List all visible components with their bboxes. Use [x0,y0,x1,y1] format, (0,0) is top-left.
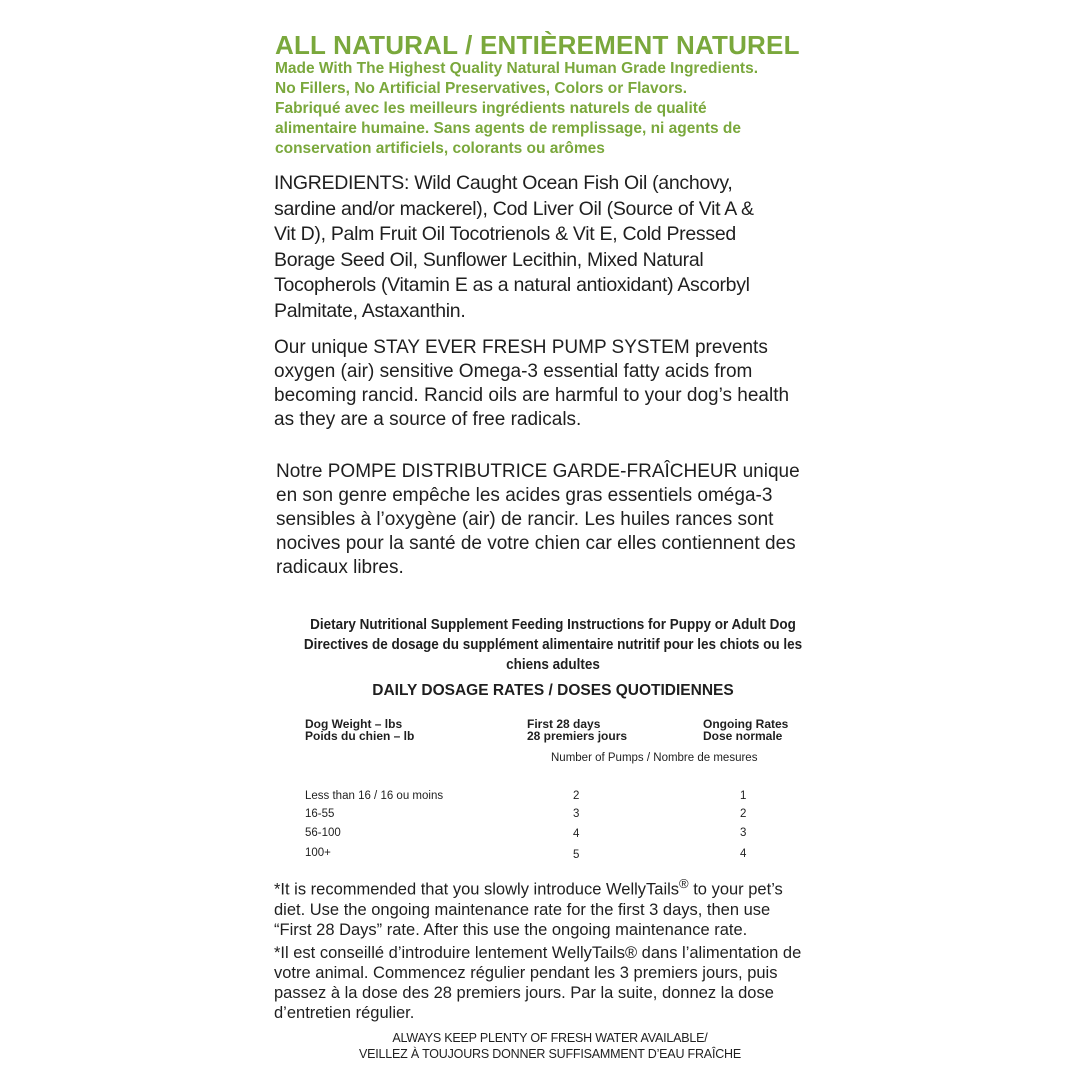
pump-english-line: oxygen (air) sensitive Omega-3 essential fatty acids from [274,361,753,382]
table-row-first: 2 [573,790,580,802]
column-header-line: 28 premiers jours [527,729,628,743]
note-line: diet. Use the ongoing maintenance rate for the first 3 days, then use [274,900,771,919]
feeding-instructions-title [299,615,807,675]
table-row-first: 4 [573,828,580,840]
pump-english-line: Our unique STAY EVER FRESH PUMP SYSTEM prevents [274,337,768,358]
table-row-ongoing: 4 [740,848,747,860]
pump-french-line: radicaux libres. [276,557,404,578]
column-header-line: Dose normale [703,729,783,743]
table-row-weight: Less than 16 / 16 ou moins [305,790,444,802]
water-reminder [280,1030,820,1062]
french-claim-line: conservation artificiels, colorants ou arômes [275,140,605,157]
note-line: *Il est conseillé d’introduire lentement WellyTails® dans l’alimentation de [274,944,802,962]
french-claims [275,99,835,159]
column-header-ongoing [703,718,788,742]
note-text: *It is recommended that you slowly introduce WellyTails [274,880,680,899]
table-row-first: 5 [573,849,580,861]
ingredients-line: Tocopherols (Vitamin E as a natural antioxidant) Ascorbyl [274,274,750,296]
feeding-title-line: Directives de dosage du supplément alimentaire nutritif pour les chiots ou les [303,637,803,653]
water-line: VEILLEZ À TOUJOURS DONNER SUFFISAMMENT D’EAU FRAÎCHE [358,1047,742,1061]
table-row-first: 3 [573,808,580,820]
column-header-first-28-days [527,718,627,742]
pump-english-line: as they are a source of free radicals. [274,409,582,430]
ingredients-line: Borage Seed Oil, Sunflower Lecithin, Mixed Natural [274,248,704,271]
column-header-line: Poids du chien – lb [305,729,415,743]
note-line [274,874,834,900]
introduction-note-english [274,874,834,940]
ingredients-paragraph [274,171,804,324]
feeding-title-line: chiens adultes [506,657,600,673]
note-line: votre animal. Commencez régulier pendant les 3 premiers jours, puis [274,964,778,982]
note-line: passez à la dose des 28 premiers jours. Par la suite, donnez la dose [274,984,774,1002]
water-line: ALWAYS KEEP PLENTY OF FRESH WATER AVAILABLE/ [392,1031,708,1045]
feeding-title-line: Dietary Nutritional Supplement Feeding Instructions for Puppy or Adult Dog [310,617,796,633]
note-line: d’entretien régulier. [274,1004,415,1022]
table-row-ongoing: 3 [740,827,747,839]
pump-french-line: Notre POMPE DISTRIBUTRICE GARDE-FRAÎCHEUR unique [276,461,800,482]
ingredients-line: INGREDIENTS: Wild Caught Ocean Fish Oil (anchovy, [274,172,733,194]
ingredients-line: sardine and/or mackerel), Cod Liver Oil (Source of Vit A & [274,197,754,220]
table-row-ongoing: 2 [740,808,747,820]
table-row-weight: 56-100 [305,827,341,839]
ingredients-line: Palmitate, Astaxanthin. [274,299,466,322]
note-text: to your pet’s [688,880,783,899]
dosage-title: DAILY DOSAGE RATES / DOSES QUOTIDIENNES [372,682,734,699]
headline: ALL NATURAL / ENTIÈREMENT NATUREL [275,30,800,60]
french-claim-line: Fabriqué avec les meilleurs ingrédients naturels de qualité [275,100,707,117]
pump-english-paragraph [274,336,834,432]
pump-french-paragraph [276,460,836,580]
introduction-note-french [274,943,834,1023]
pump-french-line: nocives pour la santé de votre chien car elles contiennent des [276,533,796,554]
table-row-weight: 16-55 [305,808,335,820]
registered-mark: ® [679,876,689,891]
english-claims [275,59,835,99]
pump-english-line: becoming rancid. Rancid oils are harmful to your dog’s health [274,385,790,406]
french-claim-line: alimentaire humaine. Sans agents de remplissage, ni agents de [275,120,742,137]
ingredients-line: Vit D), Palm Fruit Oil Tocotrienols & Vit E, Cold Pressed [274,223,736,245]
table-row-ongoing: 1 [740,790,747,802]
pump-french-line: en son genre empêche les acides gras essentiels oméga-3 [276,485,773,506]
column-header-line: Ongoing Rates [703,717,789,731]
english-claim-line: Made With The Highest Quality Natural Human Grade Ingredients. [275,60,759,77]
column-header-line: Dog Weight – lbs [305,717,403,731]
table-row-weight: 100+ [305,847,331,859]
pump-french-line: sensibles à l’oxygène (air) de rancir. Les huiles rances sont [276,509,774,530]
pumps-note: Number of Pumps / Nombre de mesures [551,752,758,764]
column-header-weight [305,718,414,742]
note-line: “First 28 Days” rate. After this use the ongoing maintenance rate. [274,920,748,939]
column-header-line: First 28 days [527,717,601,731]
english-claim-line: No Fillers, No Artificial Preservatives, Colors or Flavors. [275,80,688,97]
